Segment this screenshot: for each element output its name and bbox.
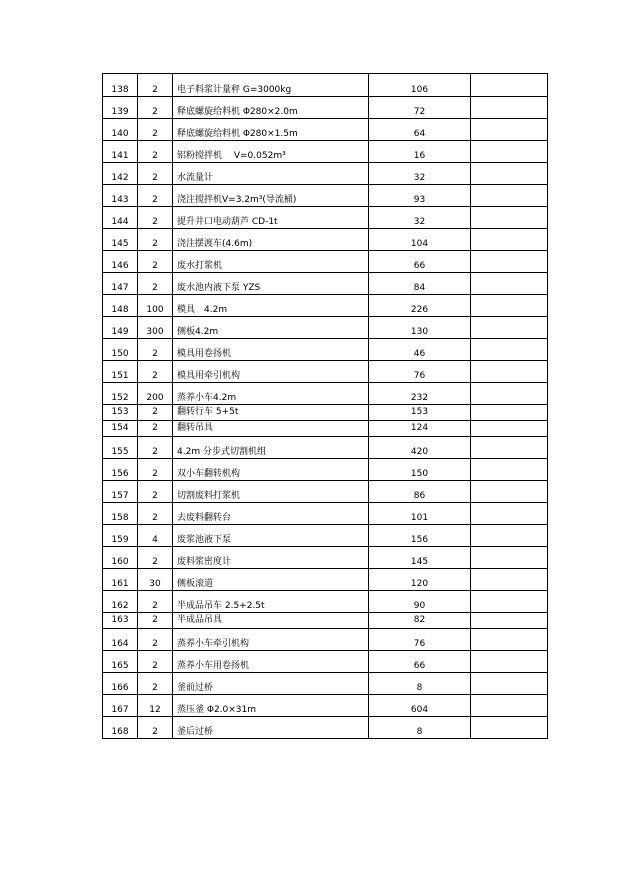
- weight-cell: 76: [369, 361, 471, 383]
- quantity-cell: 2: [138, 651, 173, 673]
- row-number-cell: 168: [103, 717, 138, 739]
- table-row: [103, 421, 548, 437]
- quantity-cell: 4: [138, 525, 173, 547]
- equipment-name-cell: 水流量计: [173, 163, 369, 185]
- row-number-cell: 164: [103, 629, 138, 651]
- equipment-name-cell: 蒸养小车牵引机构: [173, 629, 369, 651]
- weight-cell: 82: [369, 613, 471, 629]
- weight-cell: 90: [369, 591, 471, 613]
- equipment-name-cell: 废水池内液下泵 YZS: [173, 273, 369, 295]
- row-number-cell: 156: [103, 459, 138, 481]
- quantity-cell: 2: [138, 207, 173, 229]
- weight-cell: 84: [369, 273, 471, 295]
- remark-cell: [471, 383, 548, 405]
- remark-cell: [471, 629, 548, 651]
- quantity-cell: 2: [138, 163, 173, 185]
- remark-cell: [471, 317, 548, 339]
- equipment-name-cell: 双小车翻转机构: [173, 459, 369, 481]
- row-number-cell: 138: [103, 74, 138, 97]
- remark-cell: [471, 339, 548, 361]
- equipment-name-cell: 废料浆密度计: [173, 547, 369, 569]
- row-number-cell: 163: [103, 613, 138, 629]
- row-number-cell: 147: [103, 273, 138, 295]
- table-row: [103, 525, 548, 547]
- equipment-name-cell: 翻转行车 5+5t: [173, 405, 369, 421]
- weight-cell: 46: [369, 339, 471, 361]
- table-row: [103, 613, 548, 629]
- row-number-cell: 142: [103, 163, 138, 185]
- remark-cell: [471, 119, 548, 141]
- quantity-cell: 200: [138, 383, 173, 405]
- row-number-cell: 159: [103, 525, 138, 547]
- row-number-cell: 160: [103, 547, 138, 569]
- equipment-name-cell: 釜前过桥: [173, 673, 369, 695]
- remark-cell: [471, 673, 548, 695]
- remark-cell: [471, 437, 548, 459]
- remark-cell: [471, 695, 548, 717]
- remark-cell: [471, 613, 548, 629]
- quantity-cell: 2: [138, 339, 173, 361]
- table-row: [103, 673, 548, 695]
- remark-cell: [471, 141, 548, 163]
- quantity-cell: 12: [138, 695, 173, 717]
- remark-cell: [471, 459, 548, 481]
- weight-cell: 93: [369, 185, 471, 207]
- equipment-name-cell: 侧板滚道: [173, 569, 369, 591]
- remark-cell: [471, 547, 548, 569]
- remark-cell: [471, 405, 548, 421]
- quantity-cell: 2: [138, 629, 173, 651]
- equipment-name-cell: 浇注摆渡车(4.6m): [173, 229, 369, 251]
- row-number-cell: 148: [103, 295, 138, 317]
- equipment-name-cell: 释底螺旋给料机 Φ280×1.5m: [173, 119, 369, 141]
- remark-cell: [471, 361, 548, 383]
- weight-cell: 145: [369, 547, 471, 569]
- quantity-cell: 2: [138, 591, 173, 613]
- weight-cell: 226: [369, 295, 471, 317]
- quantity-cell: 2: [138, 185, 173, 207]
- weight-cell: 150: [369, 459, 471, 481]
- table-row: [103, 717, 548, 739]
- equipment-name-cell: 4.2m 分步式切割机组: [173, 437, 369, 459]
- quantity-cell: 2: [138, 229, 173, 251]
- equipment-name-cell: 蒸养小车4.2m: [173, 383, 369, 405]
- quantity-cell: 2: [138, 437, 173, 459]
- quantity-cell: 2: [138, 97, 173, 119]
- table-row: [103, 481, 548, 503]
- quantity-cell: 2: [138, 673, 173, 695]
- row-number-cell: 166: [103, 673, 138, 695]
- row-number-cell: 143: [103, 185, 138, 207]
- row-number-cell: 146: [103, 251, 138, 273]
- table-row: [103, 74, 548, 97]
- remark-cell: [471, 229, 548, 251]
- table-row: [103, 273, 548, 295]
- table-row: [103, 141, 548, 163]
- row-number-cell: 151: [103, 361, 138, 383]
- equipment-name-cell: 蒸养小车用卷扬机: [173, 651, 369, 673]
- weight-cell: 232: [369, 383, 471, 405]
- weight-cell: 130: [369, 317, 471, 339]
- equipment-table: [102, 73, 548, 739]
- equipment-name-cell: 浇注搅拌机V=3.2m³(导流桶): [173, 185, 369, 207]
- quantity-cell: 2: [138, 481, 173, 503]
- table-row: [103, 97, 548, 119]
- table-row: [103, 163, 548, 185]
- equipment-name-cell: 翻转吊具: [173, 421, 369, 437]
- weight-cell: 8: [369, 717, 471, 739]
- row-number-cell: 141: [103, 141, 138, 163]
- equipment-name-cell: 切割废料打浆机: [173, 481, 369, 503]
- quantity-cell: 2: [138, 459, 173, 481]
- table-row: [103, 651, 548, 673]
- quantity-cell: 2: [138, 119, 173, 141]
- remark-cell: [471, 185, 548, 207]
- row-number-cell: 162: [103, 591, 138, 613]
- row-number-cell: 155: [103, 437, 138, 459]
- equipment-table-body: [103, 74, 548, 739]
- table-row: [103, 185, 548, 207]
- quantity-cell: 2: [138, 421, 173, 437]
- remark-cell: [471, 74, 548, 97]
- quantity-cell: 2: [138, 717, 173, 739]
- weight-cell: 156: [369, 525, 471, 547]
- equipment-name-cell: 电子料浆计量秤 G=3000kg: [173, 74, 369, 97]
- quantity-cell: 300: [138, 317, 173, 339]
- remark-cell: [471, 273, 548, 295]
- table-row: [103, 207, 548, 229]
- weight-cell: 66: [369, 651, 471, 673]
- table-row: [103, 251, 548, 273]
- equipment-name-cell: 释底螺旋给料机 Φ280×2.0m: [173, 97, 369, 119]
- equipment-name-cell: 模具用牵引机构: [173, 361, 369, 383]
- remark-cell: [471, 591, 548, 613]
- equipment-name-cell: 铝粉搅拌机 V=0.052m³: [173, 141, 369, 163]
- weight-cell: 101: [369, 503, 471, 525]
- remark-cell: [471, 569, 548, 591]
- table-row: [103, 405, 548, 421]
- table-row: [103, 295, 548, 317]
- quantity-cell: 30: [138, 569, 173, 591]
- row-number-cell: 150: [103, 339, 138, 361]
- remark-cell: [471, 651, 548, 673]
- table-row: [103, 317, 548, 339]
- weight-cell: 32: [369, 207, 471, 229]
- remark-cell: [471, 163, 548, 185]
- row-number-cell: 139: [103, 97, 138, 119]
- remark-cell: [471, 717, 548, 739]
- weight-cell: 8: [369, 673, 471, 695]
- quantity-cell: 2: [138, 273, 173, 295]
- quantity-cell: 2: [138, 74, 173, 97]
- row-number-cell: 153: [103, 405, 138, 421]
- table-row: [103, 383, 548, 405]
- quantity-cell: 2: [138, 503, 173, 525]
- remark-cell: [471, 481, 548, 503]
- quantity-cell: 2: [138, 405, 173, 421]
- weight-cell: 124: [369, 421, 471, 437]
- quantity-cell: 2: [138, 613, 173, 629]
- table-row: [103, 695, 548, 717]
- row-number-cell: 165: [103, 651, 138, 673]
- row-number-cell: 157: [103, 481, 138, 503]
- table-row: [103, 361, 548, 383]
- table-row: [103, 547, 548, 569]
- equipment-name-cell: 模具用卷扬机: [173, 339, 369, 361]
- weight-cell: 66: [369, 251, 471, 273]
- table-row: [103, 503, 548, 525]
- weight-cell: 32: [369, 163, 471, 185]
- weight-cell: 153: [369, 405, 471, 421]
- remark-cell: [471, 421, 548, 437]
- row-number-cell: 154: [103, 421, 138, 437]
- weight-cell: 604: [369, 695, 471, 717]
- remark-cell: [471, 525, 548, 547]
- table-row: [103, 119, 548, 141]
- equipment-name-cell: 提升井口电动葫芦 CD-1t: [173, 207, 369, 229]
- table-row: [103, 339, 548, 361]
- equipment-name-cell: 釜后过桥: [173, 717, 369, 739]
- equipment-name-cell: 半成品吊车 2.5+2.5t: [173, 591, 369, 613]
- equipment-name-cell: 模具 4.2m: [173, 295, 369, 317]
- remark-cell: [471, 503, 548, 525]
- equipment-name-cell: 蒸压釜 Φ2.0×31m: [173, 695, 369, 717]
- remark-cell: [471, 207, 548, 229]
- weight-cell: 86: [369, 481, 471, 503]
- table-row: [103, 591, 548, 613]
- weight-cell: 104: [369, 229, 471, 251]
- weight-cell: 106: [369, 74, 471, 97]
- quantity-cell: 2: [138, 547, 173, 569]
- quantity-cell: 2: [138, 251, 173, 273]
- row-number-cell: 149: [103, 317, 138, 339]
- equipment-name-cell: 侧板4.2m: [173, 317, 369, 339]
- row-number-cell: 144: [103, 207, 138, 229]
- equipment-name-cell: 废浆池液下泵: [173, 525, 369, 547]
- table-row: [103, 629, 548, 651]
- row-number-cell: 167: [103, 695, 138, 717]
- remark-cell: [471, 97, 548, 119]
- quantity-cell: 100: [138, 295, 173, 317]
- weight-cell: 16: [369, 141, 471, 163]
- weight-cell: 120: [369, 569, 471, 591]
- row-number-cell: 161: [103, 569, 138, 591]
- row-number-cell: 158: [103, 503, 138, 525]
- row-number-cell: 145: [103, 229, 138, 251]
- quantity-cell: 2: [138, 141, 173, 163]
- equipment-name-cell: 去废料翻转台: [173, 503, 369, 525]
- table-row: [103, 229, 548, 251]
- remark-cell: [471, 295, 548, 317]
- table-row: [103, 459, 548, 481]
- row-number-cell: 152: [103, 383, 138, 405]
- weight-cell: 72: [369, 97, 471, 119]
- row-number-cell: 140: [103, 119, 138, 141]
- weight-cell: 64: [369, 119, 471, 141]
- weight-cell: 76: [369, 629, 471, 651]
- equipment-name-cell: 废水打浆机: [173, 251, 369, 273]
- remark-cell: [471, 251, 548, 273]
- quantity-cell: 2: [138, 361, 173, 383]
- table-row: [103, 569, 548, 591]
- equipment-name-cell: 半成品吊具: [173, 613, 369, 629]
- weight-cell: 420: [369, 437, 471, 459]
- table-row: [103, 437, 548, 459]
